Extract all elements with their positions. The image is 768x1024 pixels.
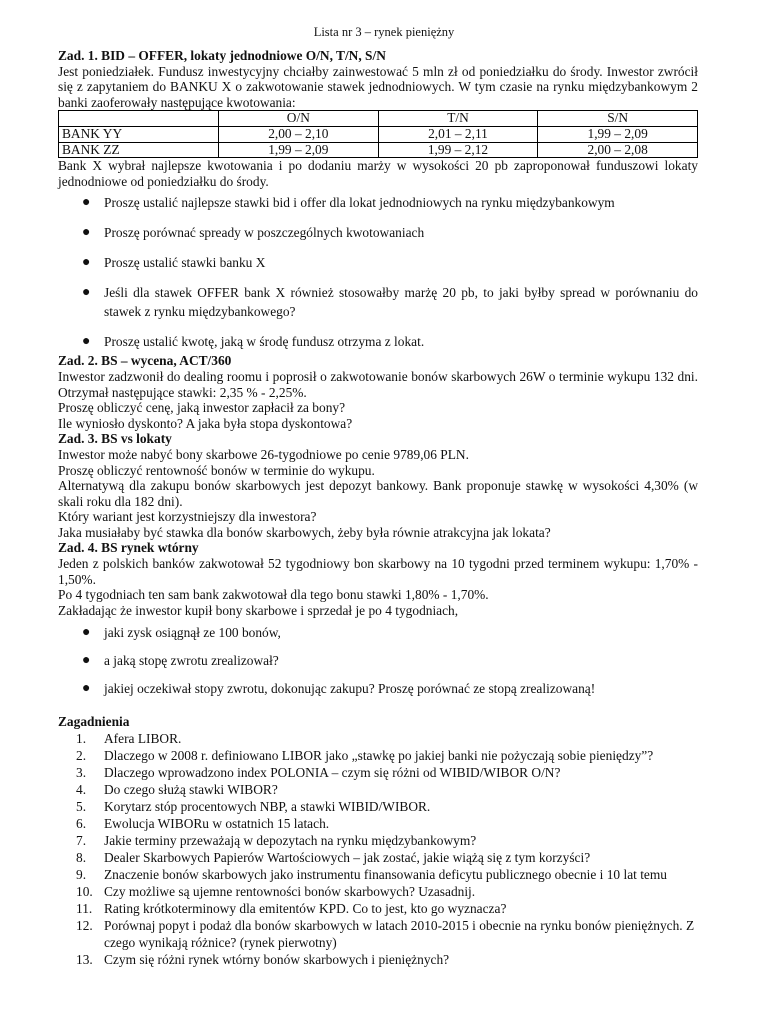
list-item bbox=[58, 253, 698, 272]
list-item-text: Porównaj popyt i podaż dla bonów skarbowych w latach 2010-2015 i obecnie na rynku bonów pieniężnych. Z czego wynikają różnice? (rynek pierwotny) bbox=[104, 918, 695, 951]
list-item bbox=[58, 832, 698, 849]
list-item bbox=[58, 917, 698, 951]
table-header-row bbox=[59, 111, 698, 127]
exercise-2 bbox=[58, 353, 698, 431]
topics-section bbox=[58, 714, 698, 968]
list-item bbox=[58, 624, 698, 642]
table-header-cell: T/N bbox=[378, 111, 538, 127]
list-item bbox=[58, 951, 698, 968]
bullet-icon: ● bbox=[82, 225, 91, 241]
list-item-text: jakiej oczekiwał stopy zwrotu, dokonując zakupu? Proszę porównać ze stopą zrealizowaną! bbox=[104, 681, 596, 697]
exercise-3-title: Zad. 3. BS vs lokaty bbox=[58, 431, 172, 447]
exercise-1 bbox=[58, 48, 698, 351]
list-item-number: 2. bbox=[76, 748, 87, 764]
list-item-text: Jeśli dla stawek OFFER bank X również stosowałby marżę 20 pb, to jaki byłby spread w porównaniu do stawek z rynku międzybankowego? bbox=[104, 285, 698, 320]
exercise-3-text: Jaka musiałaby być stawka dla bonów skarbowych, żeby była równie atrakcyjna jak lokata? bbox=[58, 524, 551, 540]
list-item bbox=[58, 815, 698, 832]
exercise-1-after: Bank X wybrał najlepsze kwotowania i po dodaniu marży w wysokości 20 pb zaproponował funduszowi lokaty jednodniowe od poniedziałku do środy. bbox=[58, 158, 698, 189]
exercise-4-text: Zakładając że inwestor kupił bony skarbowe i sprzedał je po 4 tygodniach, bbox=[58, 602, 459, 618]
exercise-3-text: Który wariant jest korzystniejszy dla inwestora? bbox=[58, 509, 317, 525]
list-item bbox=[58, 798, 698, 815]
exercise-1-bullets bbox=[58, 193, 698, 351]
list-item-number: 1. bbox=[76, 731, 87, 747]
document-content bbox=[58, 48, 698, 968]
bullet-icon: ● bbox=[82, 681, 91, 697]
page-title: Lista nr 3 – rynek pieniężny bbox=[313, 25, 455, 39]
list-item bbox=[58, 883, 698, 900]
list-item-text: Znaczenie bonów skarbowych jako instrumentu finansowania deficytu publicznego obecnie i 10 lat temu bbox=[104, 867, 667, 883]
quotes-table bbox=[58, 110, 698, 158]
list-item bbox=[58, 332, 698, 351]
list-item-text: a jaką stopę zwrotu zrealizował? bbox=[104, 653, 279, 669]
bullet-icon: ● bbox=[82, 195, 91, 211]
table-header-cell bbox=[59, 111, 219, 127]
list-item bbox=[58, 764, 698, 781]
list-item-text: Proszę ustalić kwotę, jaką w środę fundusz otrzyma z lokat. bbox=[104, 334, 425, 350]
table-cell: 1,99 – 2,09 bbox=[538, 126, 698, 142]
list-item-text: Do czego służą stawki WIBOR? bbox=[104, 782, 278, 798]
table-cell: 2,00 – 2,08 bbox=[538, 142, 698, 158]
exercise-2-text: Inwestor zadzwonił do dealing roomu i poprosił o zakwotowanie bonów skarbowych 26W o terminie wykupu 132 dni. Otrzymał następujące stawki: 2,35 % - 2,25%. bbox=[58, 368, 698, 400]
exercise-4-text: Po 4 tygodniach ten sam bank zakwotował dla tego bonu stawki 1,80% - 1,70%. bbox=[58, 587, 489, 603]
list-item bbox=[58, 781, 698, 798]
table-cell: 2,00 – 2,10 bbox=[219, 126, 379, 142]
list-item-text: Czym się różni rynek wtórny bonów skarbowych i pieniężnych? bbox=[104, 952, 450, 968]
exercise-1-intro: Jest poniedziałek. Fundusz inwestycyjny chciałby zainwestować 5 mln zł od poniedziałku do środy. Inwestor zwrócił się z zapytaniem do BANKU X o zakwotowanie stawek jednodniowych. W tym czasie na rynku międzybankowym 2 banki zaoferowały następujące kwotowania: bbox=[58, 63, 698, 110]
table-header-cell: O/N bbox=[219, 111, 379, 127]
exercise-3-text: Proszę obliczyć rentowność bonów w terminie do wykupu. bbox=[58, 462, 375, 478]
bullet-icon: ● bbox=[82, 285, 91, 301]
list-item-text: Dealer Skarbowych Papierów Wartościowych – jak zostać, jakie wiążą się z tym korzyści? bbox=[104, 850, 591, 866]
exercise-4 bbox=[58, 540, 698, 698]
list-item-text: Afera LIBOR. bbox=[104, 731, 182, 747]
list-item-text: Ewolucja WIBORu w ostatnich 15 latach. bbox=[104, 816, 330, 832]
list-item-number: 5. bbox=[76, 799, 87, 815]
exercise-3-text: Alternatywą dla zakupu bonów skarbowych jest depozyt bankowy. Bank proponuje stawkę w wysokości 4,30% (w skali roku dla 182 dni). bbox=[58, 478, 698, 509]
exercise-4-bullets bbox=[58, 624, 698, 698]
table-row bbox=[59, 126, 698, 142]
list-item-text: jaki zysk osiągnął ze 100 bonów, bbox=[104, 625, 281, 641]
list-item bbox=[58, 680, 698, 698]
exercise-1-title: Zad. 1. BID – OFFER, lokaty jednodniowe O/N, T/N, S/N bbox=[58, 48, 386, 63]
topics-list bbox=[58, 730, 698, 968]
bullet-icon: ● bbox=[82, 334, 91, 350]
table-cell: 2,01 – 2,11 bbox=[378, 126, 538, 142]
bullet-icon: ● bbox=[82, 255, 91, 271]
list-item bbox=[58, 652, 698, 670]
list-item bbox=[58, 223, 698, 242]
table-cell: 1,99 – 2,09 bbox=[219, 142, 379, 158]
list-item bbox=[58, 900, 698, 917]
list-item-text: Dlaczego wprowadzono index POLONIA – czym się różni od WIBID/WIBOR O/N? bbox=[104, 765, 561, 781]
list-item-number: 11. bbox=[76, 901, 93, 917]
exercise-2-title: Zad. 2. BS – wycena, ACT/360 bbox=[58, 353, 232, 369]
topics-title: Zagadnienia bbox=[58, 714, 130, 730]
list-item-number: 9. bbox=[76, 867, 87, 883]
list-item-number: 8. bbox=[76, 850, 87, 866]
list-item-number: 12. bbox=[76, 918, 93, 934]
table-cell: BANK ZZ bbox=[59, 142, 219, 158]
bullet-icon: ● bbox=[82, 653, 91, 669]
list-item-text: Proszę porównać spready w poszczególnych kwotowaniach bbox=[104, 225, 425, 241]
list-item-text: Proszę ustalić najlepsze stawki bid i offer dla lokat jednodniowych na rynku międzybankowym bbox=[104, 195, 615, 211]
list-item-text: Jakie terminy przeważają w depozytach na rynku międzybankowym? bbox=[104, 833, 477, 849]
exercise-2-text: Ile wyniosło dyskonto? A jaka była stopa dyskontowa? bbox=[58, 415, 353, 431]
list-item bbox=[58, 193, 698, 212]
exercise-3 bbox=[58, 431, 698, 540]
list-item-text: Czy możliwe są ujemne rentowności bonów skarbowych? Uzasadnij. bbox=[104, 884, 476, 900]
bullet-icon: ● bbox=[82, 625, 91, 641]
list-item-number: 4. bbox=[76, 782, 87, 798]
list-item-number: 10. bbox=[76, 884, 93, 900]
list-item-number: 3. bbox=[76, 765, 87, 781]
exercise-2-text: Proszę obliczyć cenę, jaką inwestor zapłacił za bony? bbox=[58, 400, 346, 416]
list-item bbox=[58, 849, 698, 866]
list-item-text: Rating krótkoterminowy dla emitentów KPD. Co to jest, kto go wyznacza? bbox=[104, 901, 507, 917]
table-cell: 1,99 – 2,12 bbox=[378, 142, 538, 158]
list-item-number: 13. bbox=[76, 952, 93, 968]
list-item-number: 7. bbox=[76, 833, 87, 849]
table-header-cell: S/N bbox=[538, 111, 698, 127]
exercise-3-text: Inwestor może nabyć bony skarbowe 26-tygodniowe po cenie 9789,06 PLN. bbox=[58, 446, 469, 462]
table-row bbox=[59, 142, 698, 158]
list-item-text: Korytarz stóp procentowych NBP, a stawki WIBID/WIBOR. bbox=[104, 799, 431, 815]
list-item-text: Dlaczego w 2008 r. definiowano LIBOR jako „stawkę po jakiej banki nie pożyczają sobie pieniędzy”? bbox=[104, 748, 654, 764]
list-item bbox=[58, 730, 698, 747]
list-item bbox=[58, 866, 698, 883]
list-item bbox=[58, 283, 698, 321]
table-cell: BANK YY bbox=[59, 126, 219, 142]
list-item bbox=[58, 747, 698, 764]
exercise-4-title: Zad. 4. BS rynek wtórny bbox=[58, 540, 199, 556]
list-item-text: Proszę ustalić stawki banku X bbox=[104, 255, 266, 271]
list-item-number: 6. bbox=[76, 816, 87, 832]
exercise-4-text: Jeden z polskich banków zakwotował 52 tygodniowy bon skarbowy na 10 tygodni przed terminem wykupu: 1,70% - 1,50%. bbox=[58, 556, 698, 587]
